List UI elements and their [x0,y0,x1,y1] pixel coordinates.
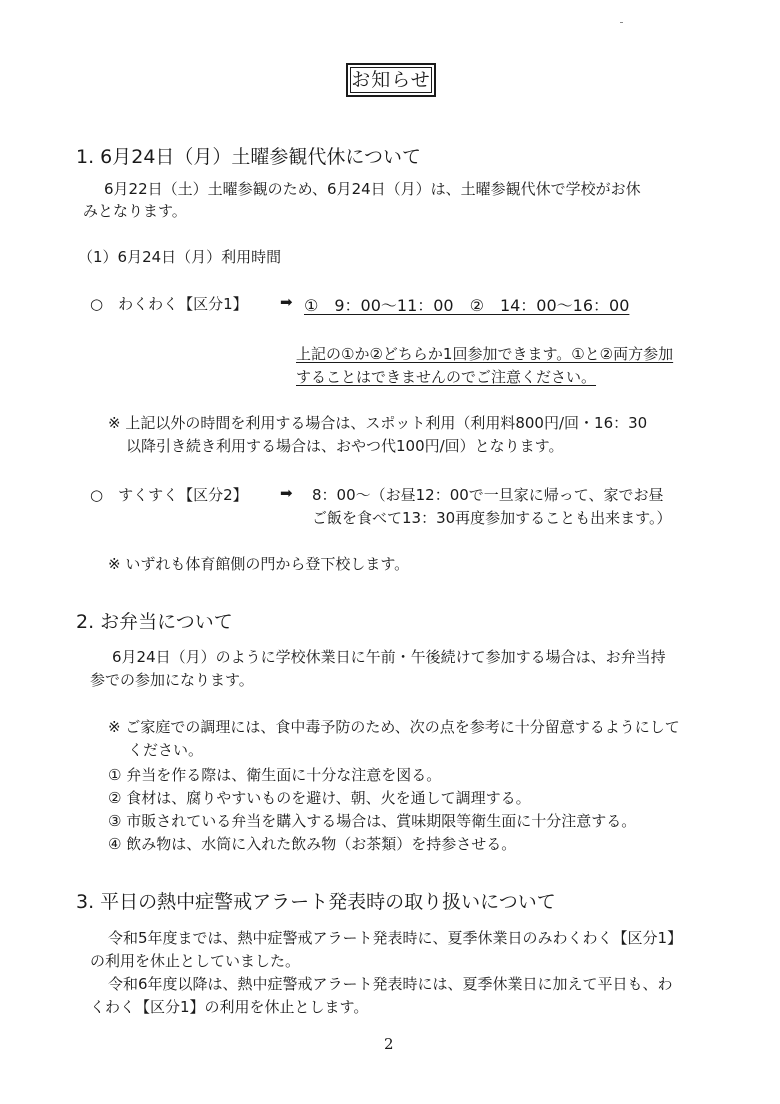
section3-heading: 3. 平日の熱中症警戒アラート発表時の取り扱いについて [76,891,556,913]
arrow-icon: ➡ [280,293,293,311]
suku-label: ○ すくすく【区分2】 [90,486,248,504]
list-item: ③ 市販されている弁当を購入する場合は、賞味期限等衛生面に十分注意する。 [108,812,637,830]
section2-para-line1: 6月24日（月）のように学校休業日に午前・午後続けて参加する場合は、お弁当持 [112,648,666,666]
waku-times: ① 9：00～11：00 ② 14：00～16：00 [304,296,630,315]
spot-note-line2: 以降引き続き利用する場合は、おやつ代100円/回）となります。 [126,437,564,455]
section3-para-line1: 令和5年度までは、熱中症警戒アラート発表時に、夏季休業日のみわくわく【区分1】 [108,929,683,947]
list-item: ② 食材は、腐りやすいものを避け、朝、火を通して調理する。 [108,789,531,807]
section2-heading: 2. お弁当について [76,611,233,633]
list-item: ④ 飲み物は、水筒に入れた飲み物（お茶類）を持参させる。 [108,835,517,853]
section1-heading: 1. 6月24日（月）土曜参観代休について [76,146,422,168]
spot-note-line1: ※ 上記以外の時間を利用する場合は、スポット利用（利用料800円/回・16：30 [108,414,648,432]
page-title: お知らせ [346,63,436,97]
section3-para-line4: くわく【区分1】の利用を休止とします。 [90,998,369,1016]
suku-text-line1: 8：00～（お昼12：00で一旦家に帰って、家でお昼 [312,486,664,504]
waku-note-line1: 上記の①か②どちらか1回参加できます。①と②両方参加 [296,345,674,363]
caution-line2: ください。 [128,741,204,759]
caution-line1: ※ ご家庭での調理には、食中毒予防のため、次の点を参考に十分留意するようにして [108,718,680,736]
gate-note: ※ いずれも体育館側の門から登下校します。 [108,555,410,573]
section1-para-line2: みとなります。 [83,202,187,220]
scan-speck [620,22,623,23]
section1-subheading: （1）6月24日（月）利用時間 [78,248,282,266]
section2-para-line2: 参での参加になります。 [90,671,254,689]
waku-note-line2: することはできませんのでご注意ください。 [296,368,597,386]
section1-para-line1: 6月22日（土）土曜参観のため、6月24日（月）は、土曜参観代休で学校がお休 [104,180,641,198]
section3-para-line2: の利用を休止としていました。 [90,952,301,970]
arrow-icon: ➡ [280,484,293,502]
section3-para-line3: 令和6年度以降は、熱中症警戒アラート発表時には、夏季休業日に加えて平日も、わ [108,975,673,993]
suku-text-line2: ご飯を食べて13：30再度参加することも出来ます。） [312,509,672,527]
waku-label: ○ わくわく【区分1】 [90,295,248,313]
list-item: ① 弁当を作る際は、衛生面に十分な注意を図る。 [108,766,442,784]
page-number: 2 [384,1035,394,1053]
